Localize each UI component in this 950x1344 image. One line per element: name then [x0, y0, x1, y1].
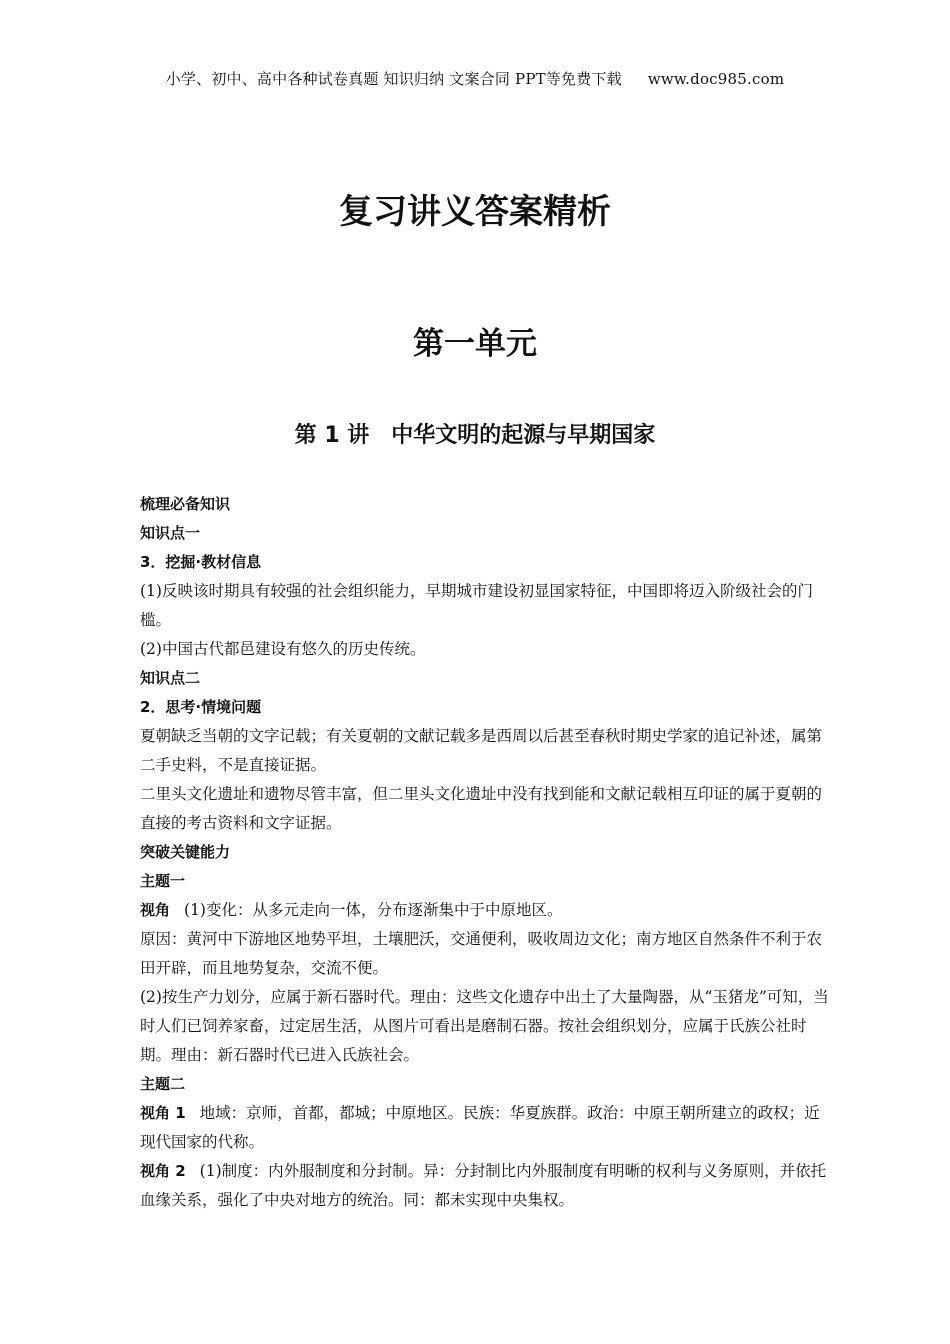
paragraph-text: (1)制度：内外服制度和分封制。异：分封制比内外服制度有明晰的权利与义务原则，并依托血缘关系，强化了中央对地方的统治。同：都未实现中央集权。 [140, 1162, 827, 1209]
header-text: 小学、初中、高中各种试卷真题 知识归纳 文案合同 PPT等免费下载 [165, 70, 622, 88]
paragraph-label: 视角 1 [140, 1104, 186, 1122]
paragraph: 二里头文化遗址和遗物尽管丰富，但二里头文化遗址中没有找到能和文献记载相互印证的属于夏朝的直接的考古资料和文字证据。 [140, 785, 823, 832]
paragraph: 原因：黄河中下游地区地势平坦，土壤肥沃，交通便利，吸收周边文化；南方地区自然条件不利于农田开辟，而且地势复杂，交流不便。 [140, 930, 823, 977]
paragraph: (2)中国古代都邑建设有悠久的历史传统。 [140, 640, 426, 658]
paragraph-text: 地域：京师，首都，都城；中原地区。民族：华夏族群。政治：中原王朝所建立的政权；近现代国家的代称。 [140, 1104, 820, 1151]
paragraph-text: (1)变化：从多元走向一体，分布逐渐集中于中原地区。 [184, 901, 563, 919]
labeled-paragraph [140, 1099, 830, 1157]
section-heading: 2．思考·情境问题 [140, 698, 262, 716]
section-heading: 3．挖掘·教材信息 [140, 553, 262, 571]
paragraph-label: 视角 [140, 901, 171, 919]
paragraph: (2)按生产力划分，应属于新石器时代。理由：这些文化遗存中出土了大量陶器，从“玉猪龙”可知，当时人们已饲养家畜，过定居生活，从图片可看出是磨制石器。按社会组织划分，应属于氏族公社时期。理由：新石器时代已进入氏族社会。 [140, 988, 829, 1064]
page-header [0, 68, 950, 89]
section-heading: 突破关键能力 [140, 843, 231, 861]
unit-title: 第一单元 [413, 326, 537, 362]
document-body [140, 490, 830, 1215]
header-site-link[interactable]: www.doc985.com [647, 70, 785, 88]
document-title: 复习讲义答案精析 [339, 192, 611, 232]
paragraph-label: 视角 2 [140, 1162, 186, 1180]
section-heading: 知识点一 [140, 524, 201, 542]
labeled-paragraph [140, 1157, 830, 1215]
section-heading: 知识点二 [140, 669, 201, 687]
section-heading: 主题一 [140, 872, 186, 890]
labeled-paragraph [140, 896, 830, 925]
section-heading: 梳理必备知识 [140, 495, 231, 513]
lesson-title: 第 1 讲 中华文明的起源与早期国家 [294, 423, 656, 448]
paragraph: (1)反映该时期具有较强的社会组织能力，早期城市建设初显国家特征，中国即将迈入阶级社会的门槛。 [140, 582, 813, 629]
paragraph: 夏朝缺乏当朝的文字记载；有关夏朝的文献记载多是西周以后甚至春秋时期史学家的追记补述，属第二手史料，不是直接证据。 [140, 727, 823, 774]
section-heading: 主题二 [140, 1075, 186, 1093]
